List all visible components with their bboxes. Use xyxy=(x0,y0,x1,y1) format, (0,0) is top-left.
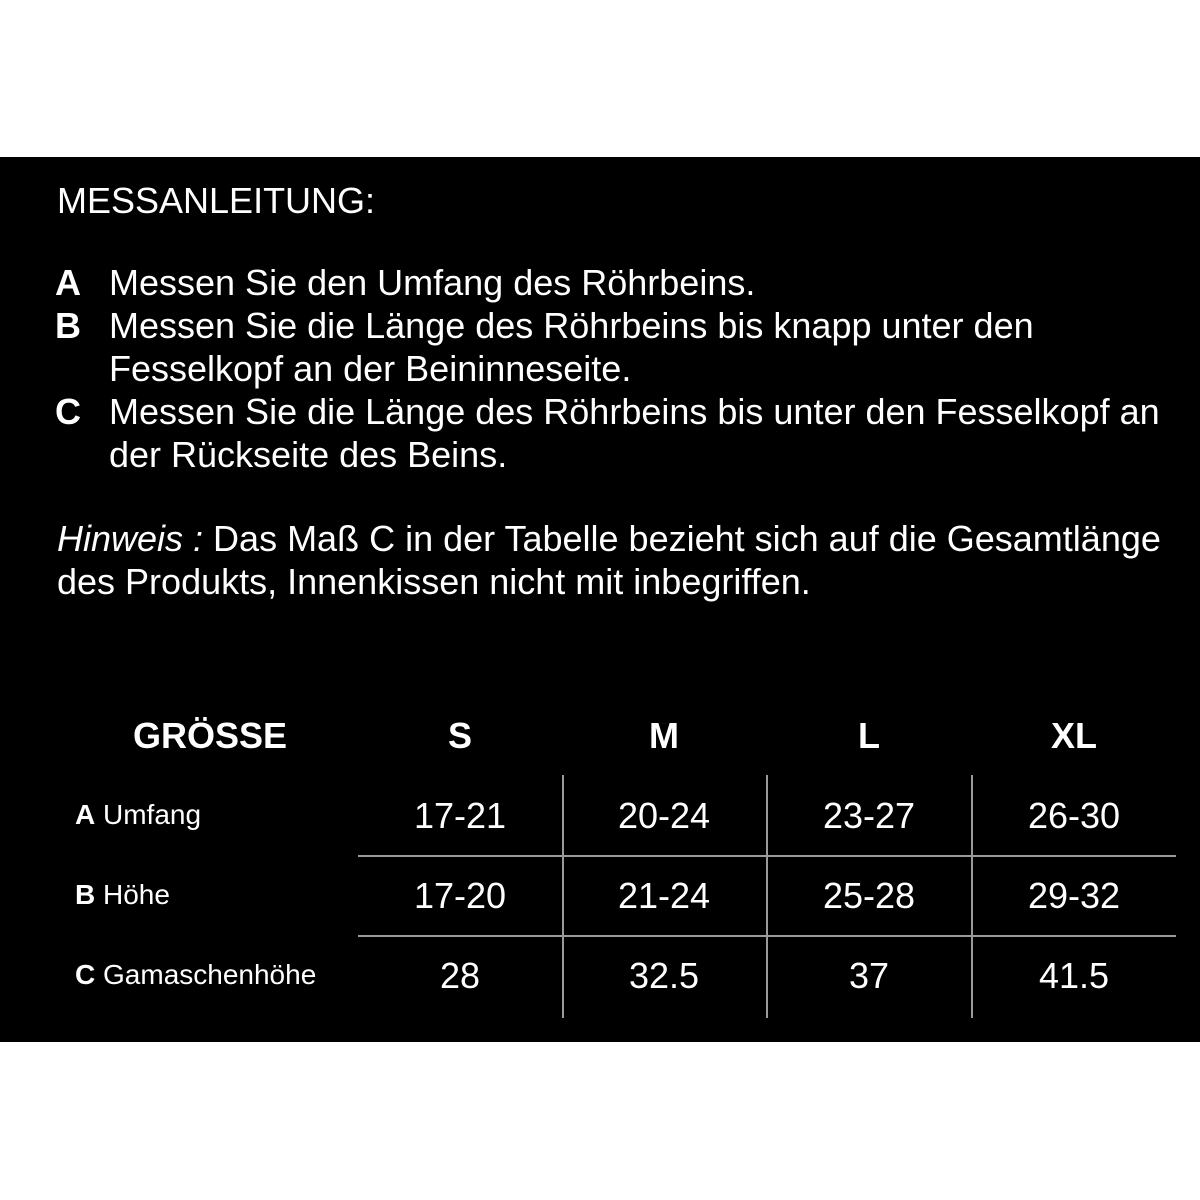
step-text: Messen Sie die Länge des Röhrbeins bis unter den Fesselkopf an der Rückseite des Beins. xyxy=(109,391,1160,475)
step-a xyxy=(55,261,1175,304)
step-text: Messen Sie den Umfang des Röhrbeins. xyxy=(109,262,756,303)
note-text: Das Maß C in der Tabelle bezieht sich auf die Gesamtlänge des Produkts, Innenkissen nicht mit inbegriffen. xyxy=(57,518,1161,602)
measurement-steps xyxy=(55,261,1175,476)
step-text: Messen Sie die Länge des Röhrbeins bis knapp unter den Fesselkopf an der Beininneseite. xyxy=(109,305,1034,389)
size-table xyxy=(0,705,1200,1025)
step-letter: B xyxy=(55,305,81,346)
row-letter: C xyxy=(75,959,96,990)
row-label-a xyxy=(75,799,201,831)
header-s: S xyxy=(447,715,472,756)
row-label-c xyxy=(75,959,316,991)
row-divider xyxy=(358,935,1176,937)
row-name: Umfang xyxy=(95,799,202,830)
cell-a-l: 23-27 xyxy=(822,795,916,836)
note-label: Hinweis : xyxy=(57,518,204,559)
column-divider xyxy=(971,775,973,1018)
row-name: Gamaschenhöhe xyxy=(95,959,317,990)
row-letter: B xyxy=(75,879,96,910)
step-b xyxy=(55,304,1175,390)
row-label-b xyxy=(75,879,170,911)
row-letter: A xyxy=(75,799,96,830)
cell-b-xl: 29-32 xyxy=(1027,875,1121,916)
cell-c-s: 28 xyxy=(439,955,481,996)
cell-b-s: 17-20 xyxy=(413,875,507,916)
cell-a-xl: 26-30 xyxy=(1027,795,1121,836)
header-l: L xyxy=(858,715,880,756)
cell-c-m: 32.5 xyxy=(628,955,700,996)
step-c xyxy=(55,390,1175,476)
cell-b-m: 21-24 xyxy=(617,875,711,916)
cell-a-m: 20-24 xyxy=(617,795,711,836)
header-size: GRÖSSE xyxy=(132,715,288,756)
cell-a-s: 17-21 xyxy=(413,795,507,836)
header-m: M xyxy=(649,715,679,756)
cell-c-xl: 41.5 xyxy=(1038,955,1110,996)
step-letter: C xyxy=(55,391,81,432)
cell-b-l: 25-28 xyxy=(822,875,916,916)
header-xl: XL xyxy=(1050,715,1097,756)
step-letter: A xyxy=(55,262,81,303)
row-divider xyxy=(358,855,1176,857)
note xyxy=(57,517,1177,603)
instructions-heading: MESSANLEITUNG: xyxy=(57,180,376,221)
size-guide-panel xyxy=(0,157,1200,1042)
cell-c-l: 37 xyxy=(848,955,890,996)
row-name: Höhe xyxy=(95,879,170,910)
